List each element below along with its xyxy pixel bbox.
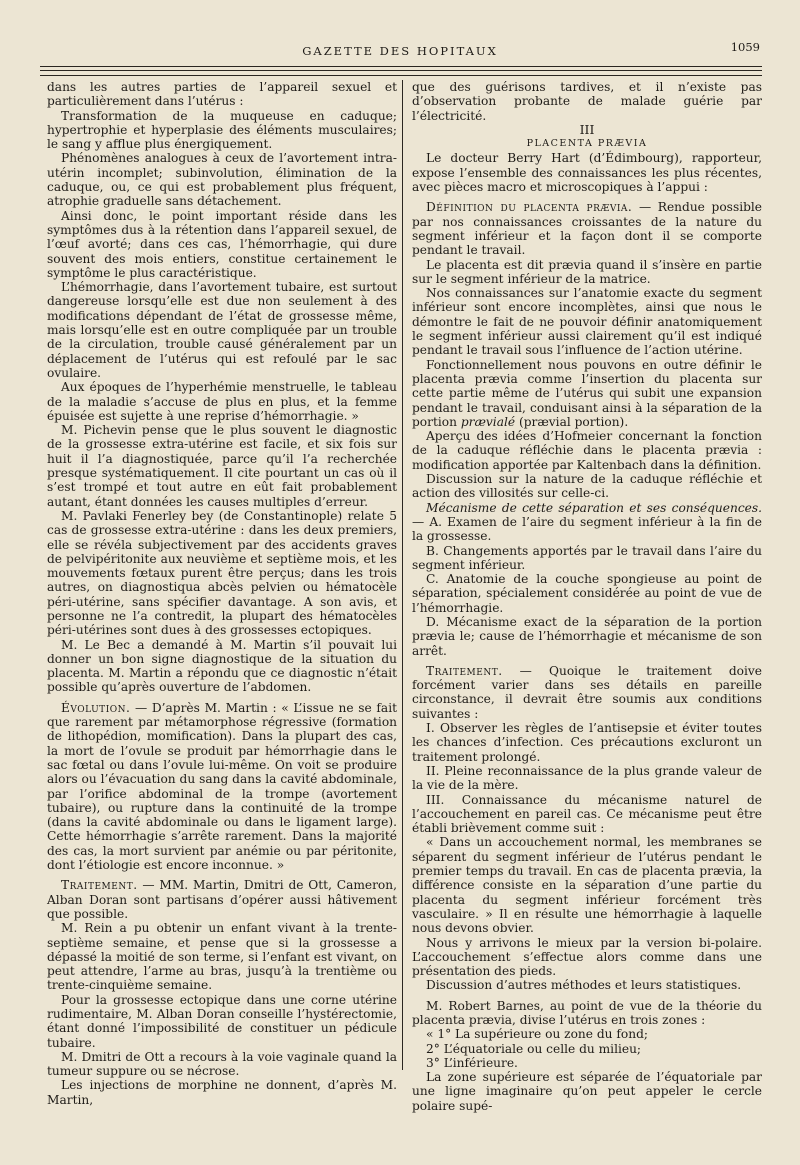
paragraph: Discussion sur la nature de la caduque réfléchie et action des villosités sur celle-ci. — [412, 472, 762, 501]
list-item: « 1° La supérieure ou zone du fond; — [426, 1027, 648, 1042]
paragraph: D. Mécanisme exact de la séparation de la portion prævia le; cause de l’hémorrhagie et mécanisme de son arrêt. — [412, 614, 762, 658]
paragraph-traitement — [412, 664, 762, 721]
paragraph-text: — A. Examen de l’aire du segment inférieur à la fin de la grossesse. — [412, 514, 762, 544]
paragraph: Nous y arrivons le mieux par la version bi-polaire. L’accouchement s’effectue alors comme dans une présentation des pieds. — [412, 935, 762, 979]
header-rule — [40, 75, 762, 76]
paragraph: M. Rein a pu obtenir un enfant vivant à la trente-septième semaine, et pense que si la grossesse a dépassé la moitié de son terme, si l’enfant est vivant, on peut attendre, l’arme au bras, jusqu’à la trentième ou trente-cinquième semaine. — [47, 921, 397, 993]
paragraph: Discussion d’autres méthodes et leurs statistiques. — [426, 978, 742, 993]
journal-title: GAZETTE DES HOPITAUX — [302, 44, 498, 58]
page-number: 1059 — [730, 40, 760, 54]
paragraph: Transformation de la muqueuse en caduque; hypertrophie et hyperplasie des éléments musculaires; le sang y afflue plus énergiquement. — [47, 108, 397, 152]
paragraph-mecanisme — [412, 501, 762, 544]
paragraph: B. Changements apportés par le travail dans l’aire du segment inférieur. — [412, 543, 762, 572]
paragraph: « Dans un accouchement normal, les membranes se séparent du segment inférieur de l’utérus pendant le premier temps du travail. En cas de placenta prævia, la différence consiste en la séparation d’une partie du placenta du segment inférieur forcément très vasculaire. » Il en résulte une hémorrhagie à laquelle nous devons obvier. — [412, 835, 762, 936]
paragraph: Aperçu des idées d’Hofmeier concernant la fonction de la caduque réfléchie dans le placenta prævia : modification apportée par Kaltenbach dans la définition. — [412, 429, 762, 472]
left-column — [47, 80, 397, 1107]
paragraph-definition — [412, 200, 762, 257]
section-head-evolution: Évolution. — [61, 700, 131, 715]
column-divider — [402, 80, 403, 1070]
paragraph: Nos connaissances sur l’anatomie exacte du segment inférieur sont encore incomplètes, ainsi que nous le démontre le fait de ne pouvoir définir anatomiquement le segment inférieur aussi clairement qu’il est indiqué pendant le travail sous l’influence de l’action utérine. — [412, 286, 762, 358]
page-header — [40, 40, 760, 62]
italic-head: Mécanisme de cette séparation et ses conséquences. — [426, 500, 762, 515]
section-head-definition: Définition du placenta prævia. — [426, 200, 633, 215]
paragraph-evolution — [47, 701, 397, 873]
list-item: 3° L’inférieure. — [426, 1055, 518, 1070]
section-head-traitement: Traitement. — [426, 663, 503, 678]
paragraph: M. Dmitri de Ott a recours à la voie vaginale quand la tumeur suppure ou se nécrose. — [47, 1049, 397, 1079]
section-title: PLACENTA PRÆVIA — [526, 138, 648, 150]
italic-term: prævialé — [460, 414, 516, 429]
paragraph-text: (prævial portion). — [515, 414, 629, 429]
paragraph-text: — MM. Martin, Dmitri de Ott, Cameron, Alban Doran sont partisans d’opérer aussi hâtivement que possible. — [47, 878, 397, 921]
paragraph-text: — D’après M. Martin : « L’issue ne se fait que rarement par métamorphose régressive (formation de lithopédion, momification). Dans la plupart des cas, la mort de l’ovule se produit par hémorrhagie dans le sac fœtal ou dans l’ovule lui-même. On voit se produire alors ou l’évacuation du sang dans la cavité abdominale, par l’orifice abdominal de la trompe (avortement tubaire), ou rupture dans la continuité de la trompe (dans la cavité abdominale ou dans le ligament large). Cette hémorrhagie s’arrête rarement. Dans la majorité des cas, la mort survient par anémie ou par péritonite, dont l’étiologie est encore inconnue. » — [47, 700, 397, 873]
paragraph: Pour la grossesse ectopique dans une corne utérine rudimentaire, M. Alban Doran conseille l’hystérectomie, étant donné l’impossibilité de constituer un pédicule tubaire. — [47, 992, 397, 1050]
paragraph: Phénomènes analogues à ceux de l’avortement intra-utérin incomplet; subinvolution, élimination de la caduque, ou, ce qui est probablement plus fréquent, atrophie graduelle sans détachement. — [47, 151, 397, 209]
paragraph-text: Fonctionnellement nous pouvons en outre définir le placenta prævia comme l’insertion du placenta sur cette partie même de l’utérus qui subit une expansion pendant le travail, conduisant ainsi à la séparation de la portion — [412, 357, 762, 429]
list-item: 2° L’équatoriale ou celle du milieu; — [426, 1041, 642, 1056]
header-rule — [40, 66, 762, 67]
paragraph-text: — Quoique le traitement doive forcément varier dans ses détails en pareille circonstance, il devrait être soumis aux conditions suivantes : — [412, 663, 762, 721]
paragraph: M. Le Bec a demandé à M. Martin s’il pouvait lui donner un bon signe diagnostique de la situation du placenta. M. Martin a répondu que ce diagnostic n’était possible qu’après ouverture de l’abdomen. — [47, 637, 397, 695]
right-column — [412, 80, 762, 1113]
paragraph: III. Connaissance du mécanisme naturel de l’accouchement en pareil cas. Ce mécanisme peut être établi brièvement comme suit : — [412, 792, 762, 836]
header-rule — [40, 70, 762, 71]
paragraph: L’hémorrhagie, dans l’avortement tubaire, est surtout dangereuse lorsqu’elle est due non seulement à des modifications dépendant de l’état de grossesse même, mais lorsqu’elle est en outre compliquée par un trouble de la circulation, trouble causé généralement par un déplacement de l’utérus qui est refoulé par le sac ovulaire. — [47, 280, 397, 380]
paragraph: Ainsi donc, le point important réside dans les symptômes dus à la rétention dans l’appareil sexuel, de l’œuf avorté; dans ces cas, l’hémorrhagie, qui dure souvent des mois entiers, constitue certainement le symptôme le plus caractéristique. — [47, 208, 397, 280]
paragraph: dans les autres parties de l’appareil sexuel et particulièrement dans l’utérus : — [47, 80, 397, 109]
paragraph: Aux époques de l’hyperhémie menstruelle, le tableau de la maladie s’accuse de plus en plus, et la femme épuisée est sujette à une reprise d’hémorrhagie. » — [47, 380, 397, 423]
paragraph: Les injections de morphine ne donnent, d’après M. Martin, — [47, 1078, 397, 1107]
section-number: III — [579, 121, 595, 137]
paragraph: C. Anatomie de la couche spongieuse au point de séparation, spécialement considérée au point de vue de l’hémorrhagie. — [412, 572, 762, 615]
paragraph: Le docteur Berry Hart (d’Édimbourg), rapporteur, expose l’ensemble des connaissances les plus récentes, avec pièces macro et microscopiques à l’appui : — [412, 151, 762, 195]
paragraph-text: — Rendue possible par nos connaissances croissantes de la nature du segment inférieur et la façon dont il se comporte pendant le travail. — [412, 200, 763, 258]
paragraph-traitement — [47, 878, 397, 921]
paragraph: que des guérisons tardives, et il n’existe pas d’observation probante de malade guérie par l’électricité. — [412, 80, 762, 123]
paragraph: I. Observer les règles de l’antisepsie et éviter toutes les chances d’infection. Ces précautions excluront un traitement prolongé. — [412, 721, 762, 764]
paragraph: M. Robert Barnes, au point de vue de la théorie du placenta prævia, divise l’utérus en trois zones : — [412, 998, 762, 1027]
paragraph: II. Pleine reconnaissance de la plus grande valeur de la vie de la mère. — [412, 763, 762, 793]
paragraph-functional — [412, 358, 762, 429]
section-head-traitement: Traitement. — [61, 878, 138, 893]
paragraph: La zone supérieure est séparée de l’équatoriale par une ligne imaginaire qu’on peut appeler le cercle polaire supé- — [412, 1070, 762, 1113]
paragraph: Le placenta est dit prævia quand il s’insère en partie sur le segment inférieur de la matrice. — [412, 257, 762, 286]
paragraph: M. Pavlaki Fenerley bey (de Constantinople) relate 5 cas de grossesse extra-utérine : dans les deux premiers, elle se révéla subjectivement par des accidents graves de pelvipéritonite aux neuvième et septième mois, et les mouvements fœtaux purent être perçus; dans les trois autres, on diagnostiqua abcès pelvien ou hématocèle péri-utérine, sans spécifier davantage. A son avis, et personne ne l’a contredit, la plupart des hématocèles péri-utérines sont dues à des grossesses ectopiques. — [47, 508, 397, 638]
paragraph: M. Pichevin pense que le plus souvent le diagnostic de la grossesse extra-utérine est facile, et six fois sur huit il l’a diagnostiquée, parce qu’il l’a recherchée presque systématiquement. Il cite pourtant un cas où il s’est trompé et tout autre en eût fait probablement autant, étant données les causes multiples d’erreur. — [47, 423, 397, 509]
